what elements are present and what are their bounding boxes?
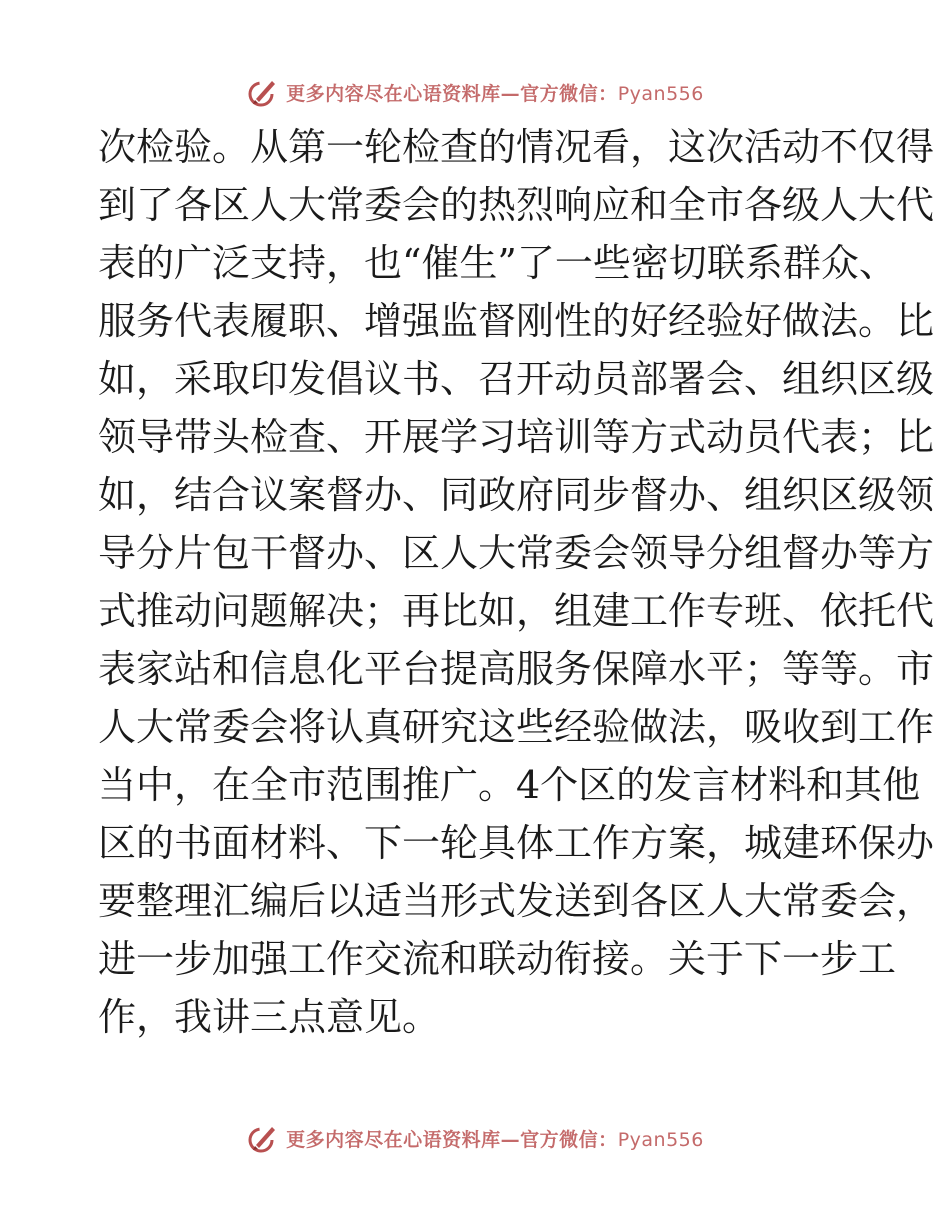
body-line: 次检验。从第一轮检查的情况看，这次活动不仅得 — [98, 125, 935, 169]
body-line: 表家站和信息化平台提高服务保障水平；等等。市 — [98, 647, 935, 691]
quill-swirl-logo-icon — [246, 1121, 280, 1155]
body-line: 区的书面材料、下一轮具体工作方案，城建环保办 — [98, 821, 935, 865]
body-line: 服务代表履职、增强监督刚性的好经验好做法。比 — [98, 299, 935, 343]
body-line: 导分片包干督办、区人大常委会领导分组督办等方 — [98, 531, 935, 575]
header-banner-wx-id: Pyan556 — [617, 82, 704, 105]
page-footer-banner — [0, 1116, 950, 1160]
header-banner-text — [286, 79, 704, 106]
body-line: 作，我讲三点意见。 — [98, 995, 441, 1039]
footer-banner-wx-id: Pyan556 — [617, 1128, 704, 1151]
body-line: 如，采取印发倡议书、召开动员部署会、组织区级 — [98, 357, 935, 401]
body-line: 人大常委会将认真研究这些经验做法，吸收到工作 — [98, 705, 935, 749]
body-line: 进一步加强工作交流和联动衔接。关于下一步工 — [98, 937, 897, 981]
footer-banner-wx-label: 官方微信： — [520, 1128, 618, 1151]
body-line: 如，结合议案督办、同政府同步督办、组织区级领 — [98, 473, 935, 517]
page-header-banner — [0, 70, 950, 114]
body-line: 当中，在全市范围推广。4个区的发言材料和其他 — [98, 763, 921, 807]
body-line: 表的广泛支持，也“催生”了一些密切联系群众、 — [98, 241, 897, 285]
header-banner-main: 更多内容尽在心语资料库— — [286, 82, 521, 105]
footer-banner-main: 更多内容尽在心语资料库— — [286, 1128, 521, 1151]
body-line: 要整理汇编后以适当形式发送到各区人大常委会， — [98, 879, 935, 923]
body-line: 式推动问题解决；再比如，组建工作专班、依托代 — [98, 589, 935, 633]
footer-banner-text — [286, 1125, 704, 1152]
header-banner-wx-label: 官方微信： — [520, 82, 618, 105]
document-body — [98, 118, 935, 1046]
quill-swirl-logo-icon — [246, 75, 280, 109]
body-line: 领导带头检查、开展学习培训等方式动员代表；比 — [98, 415, 935, 459]
body-line: 到了各区人大常委会的热烈响应和全市各级人大代 — [98, 183, 935, 227]
